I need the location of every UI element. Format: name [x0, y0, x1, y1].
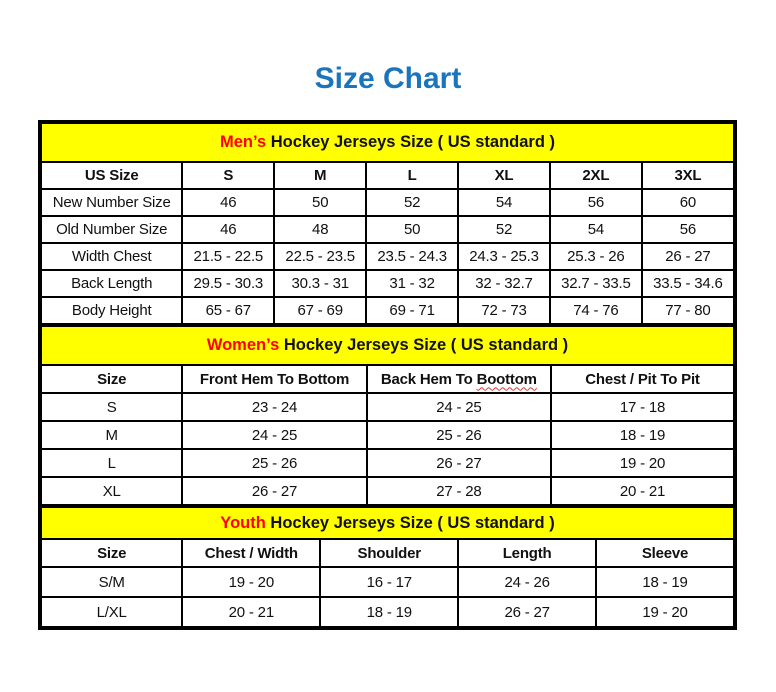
mens-size-cell: 56: [550, 189, 642, 216]
womens-size-cell: 20 - 21: [551, 477, 734, 505]
mens-size-cell: 23.5 - 24.3: [366, 243, 458, 270]
youth-size-cell: 19 - 20: [182, 567, 320, 597]
mens-col-header: L: [366, 162, 458, 189]
womens-section-title: [41, 326, 734, 365]
mens-size-cell: 65 - 67: [182, 297, 274, 324]
mens-section-title-highlight: Men’s: [219, 133, 267, 151]
mens-size-cell: 54: [550, 216, 642, 243]
mens-size-cell: 32.7 - 33.5: [550, 270, 642, 297]
mens-table-row: [41, 216, 734, 243]
womens-col-header: [367, 365, 551, 393]
youth-col-header: Chest / Width: [182, 539, 320, 567]
mens-col-header: XL: [458, 162, 550, 189]
mens-section-title-rest: Hockey Jerseys Size ( US standard ): [270, 133, 556, 151]
mens-size-cell: 52: [458, 216, 550, 243]
womens-section-title-highlight: Women’s: [206, 336, 280, 354]
womens-row-label: M: [41, 421, 182, 449]
youth-col-header: Sleeve: [596, 539, 734, 567]
womens-col-header-back-misspelled: Boottom: [476, 370, 537, 388]
youth-size-cell: 18 - 19: [596, 567, 734, 597]
mens-size-cell: 69 - 71: [366, 297, 458, 324]
mens-size-cell: 24.3 - 25.3: [458, 243, 550, 270]
mens-row-label: New Number Size: [41, 189, 182, 216]
mens-size-cell: 77 - 80: [642, 297, 734, 324]
womens-row-label: L: [41, 449, 182, 477]
mens-col-header: S: [182, 162, 274, 189]
mens-size-cell: 33.5 - 34.6: [642, 270, 734, 297]
mens-table-row: [41, 270, 734, 297]
youth-col-header: Shoulder: [320, 539, 458, 567]
mens-size-cell: 67 - 69: [274, 297, 366, 324]
mens-section-title: [41, 123, 734, 162]
youth-section-title: [41, 507, 734, 539]
mens-size-cell: 46: [182, 189, 274, 216]
mens-size-cell: 25.3 - 26: [550, 243, 642, 270]
mens-size-cell: 21.5 - 22.5: [182, 243, 274, 270]
womens-row-label: S: [41, 393, 182, 421]
mens-row-label: Back Length: [41, 270, 182, 297]
page-title: Size Chart: [314, 62, 462, 95]
womens-size-cell: 26 - 27: [367, 449, 551, 477]
youth-size-cell: 20 - 21: [182, 597, 320, 627]
womens-size-cell: 19 - 20: [551, 449, 734, 477]
womens-header-row: [41, 365, 734, 393]
youth-row-label: L/XL: [41, 597, 182, 627]
mens-row-label: Body Height: [41, 297, 182, 324]
youth-col-header: Size: [41, 539, 182, 567]
youth-size-cell: 18 - 19: [320, 597, 458, 627]
youth-size-cell: 16 - 17: [320, 567, 458, 597]
mens-size-cell: 31 - 32: [366, 270, 458, 297]
womens-size-cell: 24 - 25: [367, 393, 551, 421]
mens-size-cell: 50: [274, 189, 366, 216]
youth-size-table: [40, 506, 735, 628]
womens-table-row: [41, 421, 734, 449]
youth-col-header: Length: [458, 539, 596, 567]
mens-size-cell: 46: [182, 216, 274, 243]
size-chart-tables: [38, 120, 737, 630]
womens-section-header: [41, 326, 734, 365]
mens-size-cell: 52: [366, 189, 458, 216]
womens-size-cell: 24 - 25: [182, 421, 366, 449]
womens-size-cell: 26 - 27: [182, 477, 366, 505]
mens-header-row: [41, 162, 734, 189]
mens-size-cell: 56: [642, 216, 734, 243]
youth-size-cell: 24 - 26: [458, 567, 596, 597]
youth-table-row: [41, 567, 734, 597]
mens-section-header: [41, 123, 734, 162]
mens-col-header: 2XL: [550, 162, 642, 189]
mens-size-cell: 50: [366, 216, 458, 243]
womens-size-cell: 23 - 24: [182, 393, 366, 421]
mens-size-cell: 32 - 32.7: [458, 270, 550, 297]
mens-table-row: [41, 243, 734, 270]
mens-size-cell: 26 - 27: [642, 243, 734, 270]
mens-table-row: [41, 297, 734, 324]
womens-col-header: Chest / Pit To Pit: [551, 365, 734, 393]
youth-section-header: [41, 507, 734, 539]
mens-size-cell: 48: [274, 216, 366, 243]
mens-col-header: US Size: [41, 162, 182, 189]
youth-table-row: [41, 597, 734, 627]
mens-size-table: [40, 122, 735, 325]
womens-table-row: [41, 393, 734, 421]
mens-size-cell: 29.5 - 30.3: [182, 270, 274, 297]
womens-table-row: [41, 449, 734, 477]
mens-row-label: Old Number Size: [41, 216, 182, 243]
youth-row-label: S/M: [41, 567, 182, 597]
womens-col-header: Front Hem To Bottom: [182, 365, 366, 393]
womens-table-row: [41, 477, 734, 505]
mens-size-cell: 22.5 - 23.5: [274, 243, 366, 270]
mens-row-label: Width Chest: [41, 243, 182, 270]
womens-size-cell: 25 - 26: [182, 449, 366, 477]
womens-row-label: XL: [41, 477, 182, 505]
youth-section-title-rest: Hockey Jerseys Size ( US standard ): [270, 513, 555, 532]
mens-size-cell: 60: [642, 189, 734, 216]
womens-size-cell: 17 - 18: [551, 393, 734, 421]
youth-header-row: [41, 539, 734, 567]
womens-size-table: [40, 325, 735, 506]
youth-size-cell: 26 - 27: [458, 597, 596, 627]
womens-section-title-rest: Hockey Jerseys Size ( US standard ): [283, 336, 569, 354]
mens-size-cell: 54: [458, 189, 550, 216]
womens-size-cell: 27 - 28: [367, 477, 551, 505]
mens-size-cell: 72 - 73: [458, 297, 550, 324]
womens-col-header-back-prefix: Back Hem To: [380, 370, 473, 388]
mens-col-header: 3XL: [642, 162, 734, 189]
mens-size-cell: 30.3 - 31: [274, 270, 366, 297]
mens-size-cell: 74 - 76: [550, 297, 642, 324]
mens-col-header: M: [274, 162, 366, 189]
womens-col-header: Size: [41, 365, 182, 393]
youth-size-cell: 19 - 20: [596, 597, 734, 627]
mens-table-row: [41, 189, 734, 216]
womens-size-cell: 18 - 19: [551, 421, 734, 449]
youth-section-title-highlight: Youth: [220, 513, 266, 532]
womens-size-cell: 25 - 26: [367, 421, 551, 449]
